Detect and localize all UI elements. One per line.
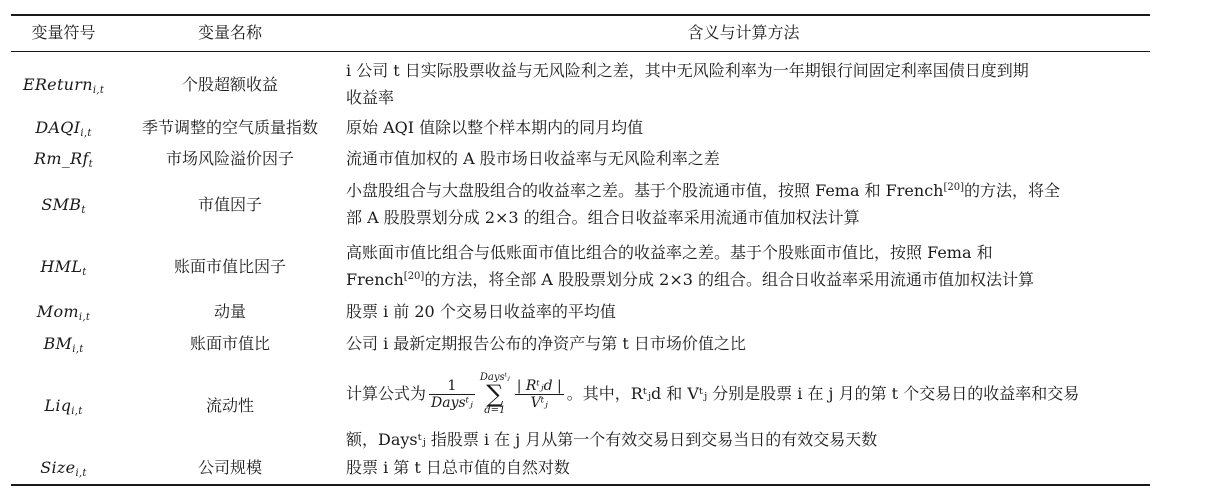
citation-ref: [20] [403,271,425,282]
header-symbol: 变量符号 [31,23,96,42]
desc-hml: 高账面市值比组合与低账面市值比组合的收益率之差。基于个股账面市值比，按照 Fema 和 French[20]的方法，将全部 A 股股票划分成 2×3 的组合。组合日收益率采用流通市值加权法计算 [346,243,1034,289]
name-hml: 账面市值比因子 [173,257,286,276]
name-ereturn: 个股超额收益 [181,75,278,94]
name-smb: 市值因子 [197,195,262,214]
desc-smb: 小盘股组合与大盘股组合的收益率之差。基于个股流通市值，按照 Fema 和 French[20]的方法，将全 部 A 股股票划分成 2×3 的组合。组合日收益率采用流通市值加权法计算 [346,181,1061,227]
desc-daqi: 原始 AQI 值除以整个样本期内的同月均值 [346,118,644,137]
symbol-mom: Mom$_{i,t}$ [36,302,91,323]
symbol-bm: $BM_{i,t}$ [43,334,84,355]
name-size: 公司规模 [197,458,262,477]
bottom-rule [11,484,1150,486]
name-liq: 流动性 [205,396,254,415]
name-bm: 账面市值比 [189,334,270,353]
symbol-liq: Liq$_{i,t}$ [44,396,83,417]
formula-summation: Daysᵗⱼ ∑ d=1 [479,372,510,416]
header-name: 变量名称 [197,23,262,42]
desc-ereturn: i 公司 t 日实际股票收益与无风险利之差，其中无风险利率为一年期银行间固定利率国债日度到期 收益率 [346,61,1029,107]
desc-liq: 计算公式为 $\frac{1}{\text{Daysᵗⱼ}}$ Daysᵗⱼ ∑ d=1 $\frac{\text{| Rᵗⱼd |}}{\text{Vᵗⱼ}}$ 。其中，Rᵗⱼd 和 Vᵗⱼ 分别是股票 i 在 j 月的第 t 个交易日的收益率和交易 额，Daysᵗⱼ 指股票 i 在 j 月从第一个有效交易日到交易当日的有效交易天数 [346,372,1080,449]
formula-fraction-1: $\frac{1}{\text{Daysᵗⱼ}}$ [431,377,473,411]
symbol-ereturn: EReturn$_{i,t}$ [22,75,105,96]
header-rule [11,51,1150,52]
name-mom: 动量 [213,302,246,321]
header-meaning: 含义与计算方法 [687,23,800,42]
top-rule [11,14,1150,16]
desc-rm-rf: 流通市值加权的 A 股市场日收益率与无风险利率之差 [346,149,720,168]
desc-mom: 股票 i 前 20 个交易日收益率的平均值 [346,302,616,321]
formula-fraction-2: $\frac{\text{| Rᵗⱼd |}}{\text{Vᵗⱼ}}$ [516,377,562,411]
symbol-smb: $SMB_t$ [41,195,86,216]
name-daqi: 季节调整的空气质量指数 [141,118,318,137]
name-rm-rf: 市场风险溢价因子 [165,149,294,168]
symbol-rm-rf: $Rm\_Rf_t$ [33,149,93,170]
symbol-hml: $HML_t$ [40,257,87,278]
symbol-size: Size$_{i,t}$ [40,458,87,479]
symbol-daqi: $DAQI_{i,t}$ [35,118,92,139]
desc-bm: 公司 i 最新定期报告公布的净资产与第 t 日市场价值之比 [346,334,746,353]
desc-size: 股票 i 第 t 日总市值的自然对数 [346,458,570,477]
citation-ref: [20] [943,182,964,193]
